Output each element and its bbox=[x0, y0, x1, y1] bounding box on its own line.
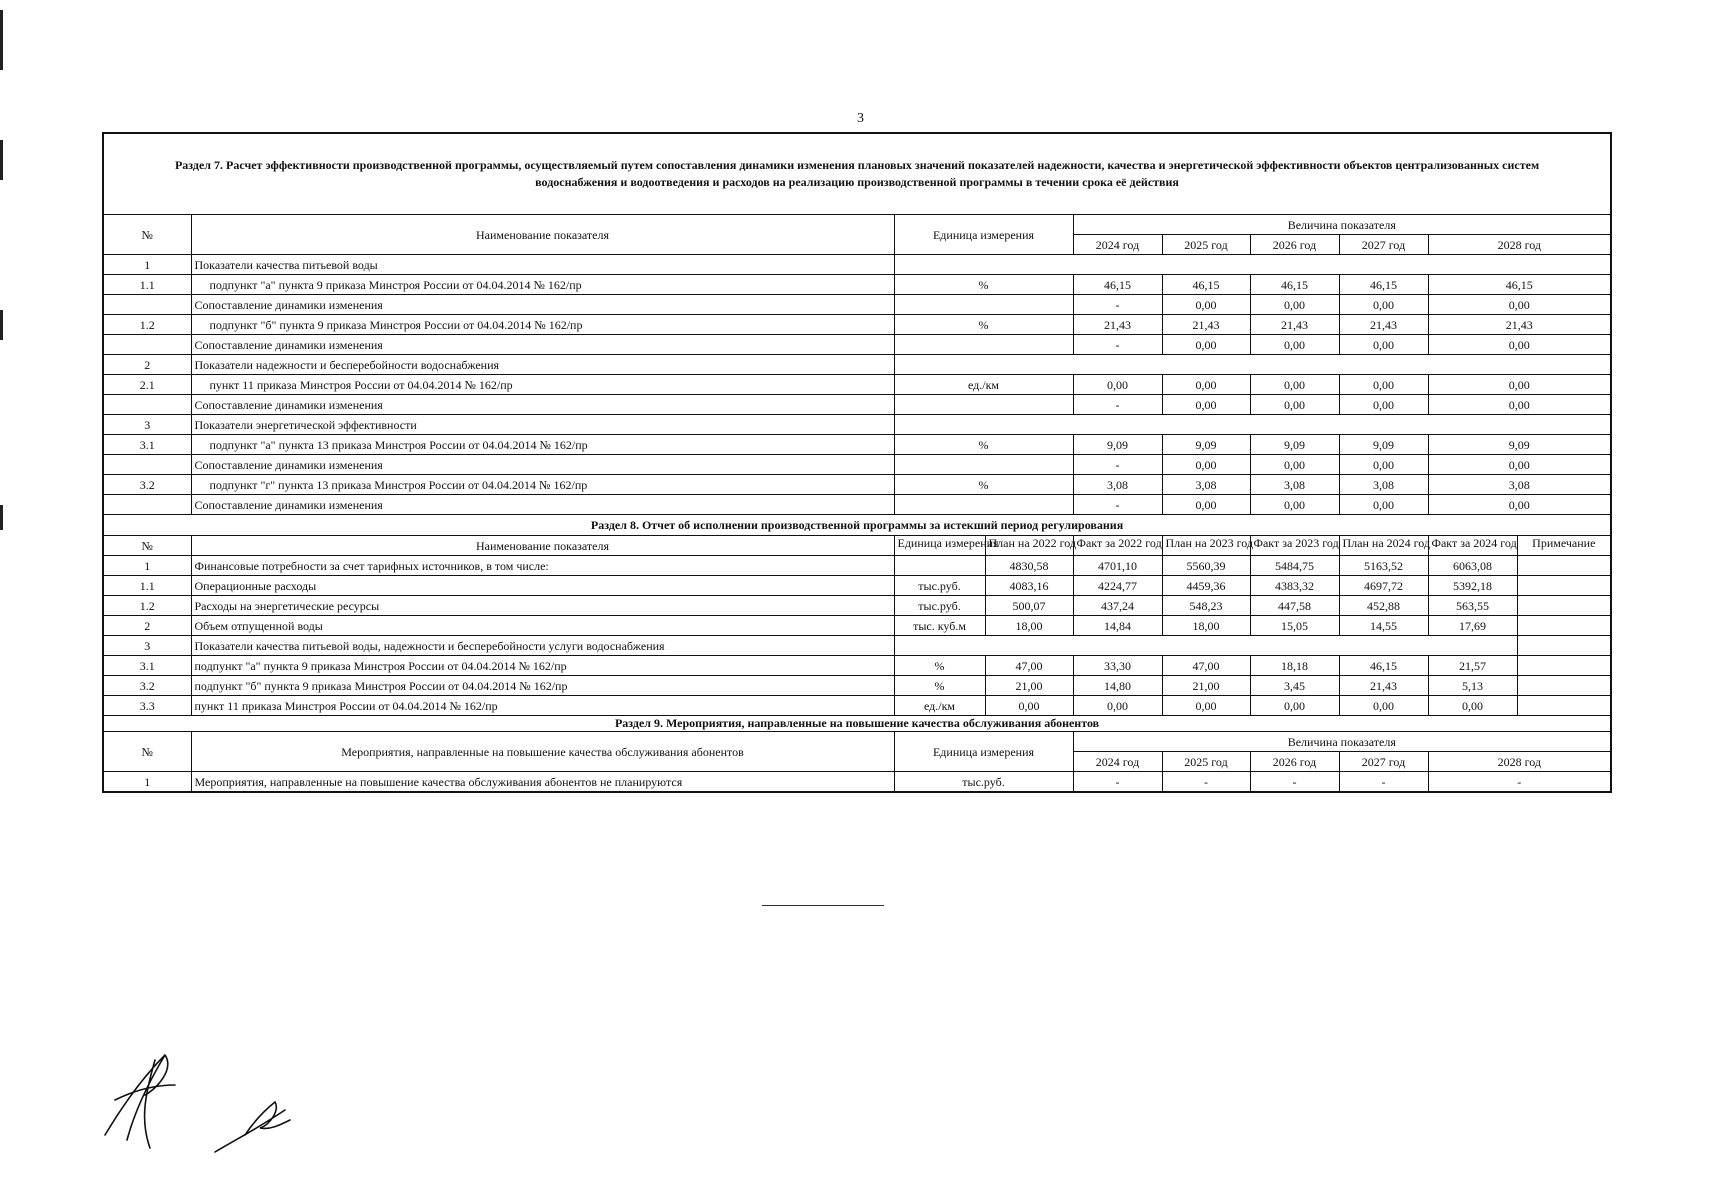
row-number bbox=[103, 455, 191, 475]
row-value: 4701,10 bbox=[1073, 556, 1162, 576]
row-name: подпункт "г" пункта 13 приказа Минстроя России от 04.04.2014 № 162/пр bbox=[191, 475, 894, 495]
row-unit: ед./км bbox=[894, 375, 1073, 395]
row-number: 3.1 bbox=[103, 656, 191, 676]
table-row bbox=[103, 696, 1611, 716]
s9-header-value: Величина показателя bbox=[1073, 732, 1611, 752]
row-number: 1 bbox=[103, 255, 191, 275]
row-unit: тыс.руб. bbox=[894, 772, 1073, 793]
row-value: 3,08 bbox=[1073, 475, 1162, 495]
row-note bbox=[1517, 596, 1611, 616]
row-value: 47,00 bbox=[1162, 656, 1250, 676]
table-row bbox=[103, 395, 1611, 415]
report-table bbox=[102, 132, 1612, 793]
row-value: 0,00 bbox=[1428, 295, 1611, 315]
row-number bbox=[103, 335, 191, 355]
s8-header-col: Факт за 2023 год bbox=[1250, 536, 1339, 556]
s7-header-year: 2027 год bbox=[1339, 235, 1428, 255]
row-unit: ед./км bbox=[894, 696, 985, 716]
s7-header-year: 2025 год bbox=[1162, 235, 1250, 255]
s9-header-year: 2024 год bbox=[1073, 752, 1162, 772]
section8 bbox=[103, 515, 1611, 556]
table-row bbox=[103, 255, 1611, 275]
row-value: 0,00 bbox=[1428, 375, 1611, 395]
s8-header-note: Примечание bbox=[1517, 536, 1611, 556]
row-name: Расходы на энергетические ресурсы bbox=[191, 596, 894, 616]
table-row bbox=[103, 435, 1611, 455]
row-name: подпункт "а" пункта 9 приказа Минстроя России от 04.04.2014 № 162/пр bbox=[191, 656, 894, 676]
row-value: - bbox=[1073, 455, 1162, 475]
row-value: - bbox=[1162, 772, 1250, 793]
row-value: 3,08 bbox=[1162, 475, 1250, 495]
row-name: подпункт "б" пункта 9 приказа Минстроя России от 04.04.2014 № 162/пр bbox=[191, 676, 894, 696]
row-value: 14,80 bbox=[1073, 676, 1162, 696]
table-row bbox=[103, 596, 1611, 616]
row-number bbox=[103, 295, 191, 315]
row-value: 0,00 bbox=[1162, 395, 1250, 415]
row-unit: % bbox=[894, 275, 1073, 295]
row-unit bbox=[894, 495, 1073, 515]
s9-header-unit: Единица измерения bbox=[894, 732, 1073, 772]
row-number: 3.2 bbox=[103, 676, 191, 696]
row-number bbox=[103, 495, 191, 515]
row-note bbox=[1517, 556, 1611, 576]
row-number: 1.2 bbox=[103, 596, 191, 616]
row-value: 563,55 bbox=[1428, 596, 1517, 616]
row-name: Показатели качества питьевой воды bbox=[191, 255, 894, 275]
row-number: 3 bbox=[103, 415, 191, 435]
table-row bbox=[103, 315, 1611, 335]
scan-edge bbox=[0, 0, 3, 1200]
s8-header-col: План на 2024 год bbox=[1339, 536, 1428, 556]
row-number: 1.2 bbox=[103, 315, 191, 335]
row-value: 21,43 bbox=[1250, 315, 1339, 335]
row-note bbox=[1517, 616, 1611, 636]
row-value: 0,00 bbox=[1428, 455, 1611, 475]
row-unit bbox=[894, 295, 1073, 315]
row-value: 3,08 bbox=[1339, 475, 1428, 495]
separator-line bbox=[762, 905, 884, 906]
row-name: Сопоставление динамики изменения bbox=[191, 335, 894, 355]
row-value: 0,00 bbox=[1250, 295, 1339, 315]
row-value: 0,00 bbox=[1250, 495, 1339, 515]
row-value: 0,00 bbox=[1250, 395, 1339, 415]
signature-graphic bbox=[95, 1040, 305, 1160]
row-unit bbox=[894, 556, 985, 576]
row-name: Показатели надежности и бесперебойности водоснабжения bbox=[191, 355, 894, 375]
row-value: 46,15 bbox=[1073, 275, 1162, 295]
row-name: Сопоставление динамики изменения bbox=[191, 295, 894, 315]
row-value: 0,00 bbox=[1339, 455, 1428, 475]
row-value: 21,00 bbox=[985, 676, 1073, 696]
row-value: 500,07 bbox=[985, 596, 1073, 616]
row-value: - bbox=[1073, 772, 1162, 793]
row-value: 3,08 bbox=[1250, 475, 1339, 495]
row-value: 0,00 bbox=[1339, 335, 1428, 355]
s9-header-no: № bbox=[103, 732, 191, 772]
row-unit: % bbox=[894, 475, 1073, 495]
row-value: - bbox=[1339, 772, 1428, 793]
row-value: 4830,58 bbox=[985, 556, 1073, 576]
s7-header-value: Величина показателя bbox=[1073, 215, 1611, 235]
row-value: - bbox=[1073, 395, 1162, 415]
s9-header-year: 2028 год bbox=[1428, 752, 1611, 772]
row-name: подпункт "а" пункта 13 приказа Минстроя России от 04.04.2014 № 162/пр bbox=[191, 435, 894, 455]
row-name: Показатели энергетической эффективности bbox=[191, 415, 894, 435]
row-value: 0,00 bbox=[1073, 696, 1162, 716]
section9 bbox=[103, 716, 1611, 772]
row-value: 0,00 bbox=[1250, 335, 1339, 355]
row-value: 21,00 bbox=[1162, 676, 1250, 696]
row-value: - bbox=[1250, 772, 1339, 793]
row-unit: тыс.руб. bbox=[894, 576, 985, 596]
table-row bbox=[103, 335, 1611, 355]
section9-title: Раздел 9. Мероприятия, направленные на повышение качества обслуживания абонентов bbox=[103, 716, 1611, 732]
table-row bbox=[103, 556, 1611, 576]
row-unit bbox=[894, 395, 1073, 415]
row-value: 5,13 bbox=[1428, 676, 1517, 696]
row-number: 3.1 bbox=[103, 435, 191, 455]
s8-header-col: Факт за 2024 год bbox=[1428, 536, 1517, 556]
row-unit: тыс.руб. bbox=[894, 596, 985, 616]
row-value: 21,43 bbox=[1339, 676, 1428, 696]
row-value: 9,09 bbox=[1250, 435, 1339, 455]
table-row bbox=[103, 295, 1611, 315]
row-value: 46,15 bbox=[1428, 275, 1611, 295]
row-value: 18,00 bbox=[1162, 616, 1250, 636]
table-row bbox=[103, 676, 1611, 696]
row-number: 2.1 bbox=[103, 375, 191, 395]
row-value: 21,43 bbox=[1073, 315, 1162, 335]
row-note bbox=[1517, 636, 1611, 656]
row-number: 1.1 bbox=[103, 275, 191, 295]
row-value: 5163,52 bbox=[1339, 556, 1428, 576]
section9-body bbox=[103, 772, 1611, 793]
row-unit bbox=[894, 335, 1073, 355]
s7-header-year: 2028 год bbox=[1428, 235, 1611, 255]
row-value: 452,88 bbox=[1339, 596, 1428, 616]
row-name: Показатели качества питьевой воды, надежности и бесперебойности услуги водоснабжения bbox=[191, 636, 894, 656]
s8-header-name: Наименование показателя bbox=[191, 536, 894, 556]
s8-header-no: № bbox=[103, 536, 191, 556]
s7-header-year: 2026 год bbox=[1250, 235, 1339, 255]
row-name: Мероприятия, направленные на повышение качества обслуживания абонентов не планируются bbox=[191, 772, 894, 793]
row-value: 9,09 bbox=[1162, 435, 1250, 455]
table-row bbox=[103, 616, 1611, 636]
row-name: пункт 11 приказа Минстроя России от 04.04.2014 № 162/пр bbox=[191, 696, 894, 716]
row-number: 3.2 bbox=[103, 475, 191, 495]
row-note bbox=[1517, 676, 1611, 696]
s9-header-year: 2026 год bbox=[1250, 752, 1339, 772]
row-value: 4224,77 bbox=[1073, 576, 1162, 596]
s7-header-unit: Единица измерения bbox=[894, 215, 1073, 255]
row-value: 0,00 bbox=[1428, 395, 1611, 415]
table-row bbox=[103, 355, 1611, 375]
row-value: 47,00 bbox=[985, 656, 1073, 676]
row-value: 0,00 bbox=[1339, 295, 1428, 315]
row-value: 437,24 bbox=[1073, 596, 1162, 616]
row-value: 0,00 bbox=[1162, 455, 1250, 475]
s7-header-year: 2024 год bbox=[1073, 235, 1162, 255]
row-number: 2 bbox=[103, 616, 191, 636]
row-value: 18,18 bbox=[1250, 656, 1339, 676]
row-unit: % bbox=[894, 676, 985, 696]
row-value: 3,45 bbox=[1250, 676, 1339, 696]
row-name: Финансовые потребности за счет тарифных источников, в том числе: bbox=[191, 556, 894, 576]
row-value: 0,00 bbox=[1162, 495, 1250, 515]
table-row bbox=[103, 772, 1611, 793]
row-name: Сопоставление динамики изменения bbox=[191, 455, 894, 475]
row-value: 6063,08 bbox=[1428, 556, 1517, 576]
row-value: 33,30 bbox=[1073, 656, 1162, 676]
section7-title: Раздел 7. Расчет эффективности производственной программы, осуществляемый путем сопоставления динамики изменения плановых значений показателей надежности, качества и энергетической эффективности объектов централизованных систем водоснабжения и водоотведения и расходов на реализацию производственной программы в течении срока её действия bbox=[103, 133, 1611, 215]
row-number: 2 bbox=[103, 355, 191, 375]
row-name: Сопоставление динамики изменения bbox=[191, 495, 894, 515]
row-empty bbox=[894, 355, 1611, 375]
section8-title: Раздел 8. Отчет об исполнении производственной программы за истекший период регулирования bbox=[103, 515, 1611, 536]
row-value: - bbox=[1428, 772, 1611, 793]
table-row bbox=[103, 576, 1611, 596]
row-value: 46,15 bbox=[1250, 275, 1339, 295]
row-value: 0,00 bbox=[1162, 335, 1250, 355]
row-value: 4383,32 bbox=[1250, 576, 1339, 596]
row-value: 4697,72 bbox=[1339, 576, 1428, 596]
row-value: 4459,36 bbox=[1162, 576, 1250, 596]
row-value: 0,00 bbox=[1162, 375, 1250, 395]
row-value: 46,15 bbox=[1339, 656, 1428, 676]
row-value: 0,00 bbox=[1073, 375, 1162, 395]
section7 bbox=[103, 133, 1611, 255]
s9-header-year: 2027 год bbox=[1339, 752, 1428, 772]
table-row bbox=[103, 495, 1611, 515]
table-row bbox=[103, 636, 1611, 656]
row-unit bbox=[894, 455, 1073, 475]
s7-header-name: Наименование показателя bbox=[191, 215, 894, 255]
row-name: пункт 11 приказа Минстроя России от 04.04.2014 № 162/пр bbox=[191, 375, 894, 395]
table-row bbox=[103, 375, 1611, 395]
row-name: Объем отпущенной воды bbox=[191, 616, 894, 636]
row-note bbox=[1517, 656, 1611, 676]
table-row bbox=[103, 475, 1611, 495]
row-value: 0,00 bbox=[1250, 455, 1339, 475]
row-value: 21,43 bbox=[1428, 315, 1611, 335]
row-value: 46,15 bbox=[1339, 275, 1428, 295]
section7-body bbox=[103, 255, 1611, 515]
row-value: 21,43 bbox=[1339, 315, 1428, 335]
row-note bbox=[1517, 696, 1611, 716]
table-row bbox=[103, 275, 1611, 295]
row-value: 9,09 bbox=[1428, 435, 1611, 455]
row-value: 0,00 bbox=[985, 696, 1073, 716]
row-empty bbox=[894, 636, 1517, 656]
row-value: 17,69 bbox=[1428, 616, 1517, 636]
s8-header-col: План на 2022 год bbox=[985, 536, 1073, 556]
row-value: 21,57 bbox=[1428, 656, 1517, 676]
page-number: 3 bbox=[857, 111, 864, 126]
s8-header-unit: Единица измерения bbox=[894, 536, 985, 556]
table-row bbox=[103, 455, 1611, 475]
row-value: 46,15 bbox=[1162, 275, 1250, 295]
s9-header-year: 2025 год bbox=[1162, 752, 1250, 772]
row-unit: % bbox=[894, 315, 1073, 335]
row-value: 14,84 bbox=[1073, 616, 1162, 636]
row-value: 14,55 bbox=[1339, 616, 1428, 636]
row-unit: тыс. куб.м bbox=[894, 616, 985, 636]
row-value: 0,00 bbox=[1250, 696, 1339, 716]
row-value: 5560,39 bbox=[1162, 556, 1250, 576]
row-number: 1 bbox=[103, 772, 191, 793]
row-value: 0,00 bbox=[1428, 696, 1517, 716]
row-unit: % bbox=[894, 656, 985, 676]
row-value: 21,43 bbox=[1162, 315, 1250, 335]
section8-body bbox=[103, 556, 1611, 716]
row-number: 3 bbox=[103, 636, 191, 656]
row-value: 3,08 bbox=[1428, 475, 1611, 495]
row-value: 4083,16 bbox=[985, 576, 1073, 596]
row-name: подпункт "а" пункта 9 приказа Минстроя России от 04.04.2014 № 162/пр bbox=[191, 275, 894, 295]
row-number: 1 bbox=[103, 556, 191, 576]
row-value: 0,00 bbox=[1339, 375, 1428, 395]
s9-header-name: Мероприятия, направленные на повышение качества обслуживания абонентов bbox=[191, 732, 894, 772]
row-value: 0,00 bbox=[1162, 295, 1250, 315]
s8-header-col: План на 2023 год bbox=[1162, 536, 1250, 556]
s7-header-no: № bbox=[103, 215, 191, 255]
row-value: 548,23 bbox=[1162, 596, 1250, 616]
row-number: 3.3 bbox=[103, 696, 191, 716]
s8-header-col: Факт за 2022 год bbox=[1073, 536, 1162, 556]
row-name: подпункт "б" пункта 9 приказа Минстроя России от 04.04.2014 № 162/пр bbox=[191, 315, 894, 335]
row-value: 0,00 bbox=[1162, 696, 1250, 716]
row-value: 0,00 bbox=[1250, 375, 1339, 395]
row-value: 0,00 bbox=[1339, 395, 1428, 415]
row-value: 9,09 bbox=[1073, 435, 1162, 455]
row-value: 15,05 bbox=[1250, 616, 1339, 636]
row-value: 0,00 bbox=[1428, 495, 1611, 515]
row-value: 9,09 bbox=[1339, 435, 1428, 455]
row-value: - bbox=[1073, 295, 1162, 315]
row-unit: % bbox=[894, 435, 1073, 455]
row-value: 0,00 bbox=[1339, 495, 1428, 515]
row-note bbox=[1517, 576, 1611, 596]
row-name: Операционные расходы bbox=[191, 576, 894, 596]
row-empty bbox=[894, 415, 1611, 435]
row-value: 18,00 bbox=[985, 616, 1073, 636]
row-empty bbox=[894, 255, 1611, 275]
row-value: 447,58 bbox=[1250, 596, 1339, 616]
row-value: 5392,18 bbox=[1428, 576, 1517, 596]
table-row bbox=[103, 415, 1611, 435]
row-value: - bbox=[1073, 335, 1162, 355]
row-number: 1.1 bbox=[103, 576, 191, 596]
row-value: 0,00 bbox=[1339, 696, 1428, 716]
row-value: 5484,75 bbox=[1250, 556, 1339, 576]
row-value: - bbox=[1073, 495, 1162, 515]
table-row bbox=[103, 656, 1611, 676]
row-number bbox=[103, 395, 191, 415]
row-name: Сопоставление динамики изменения bbox=[191, 395, 894, 415]
row-value: 0,00 bbox=[1428, 335, 1611, 355]
